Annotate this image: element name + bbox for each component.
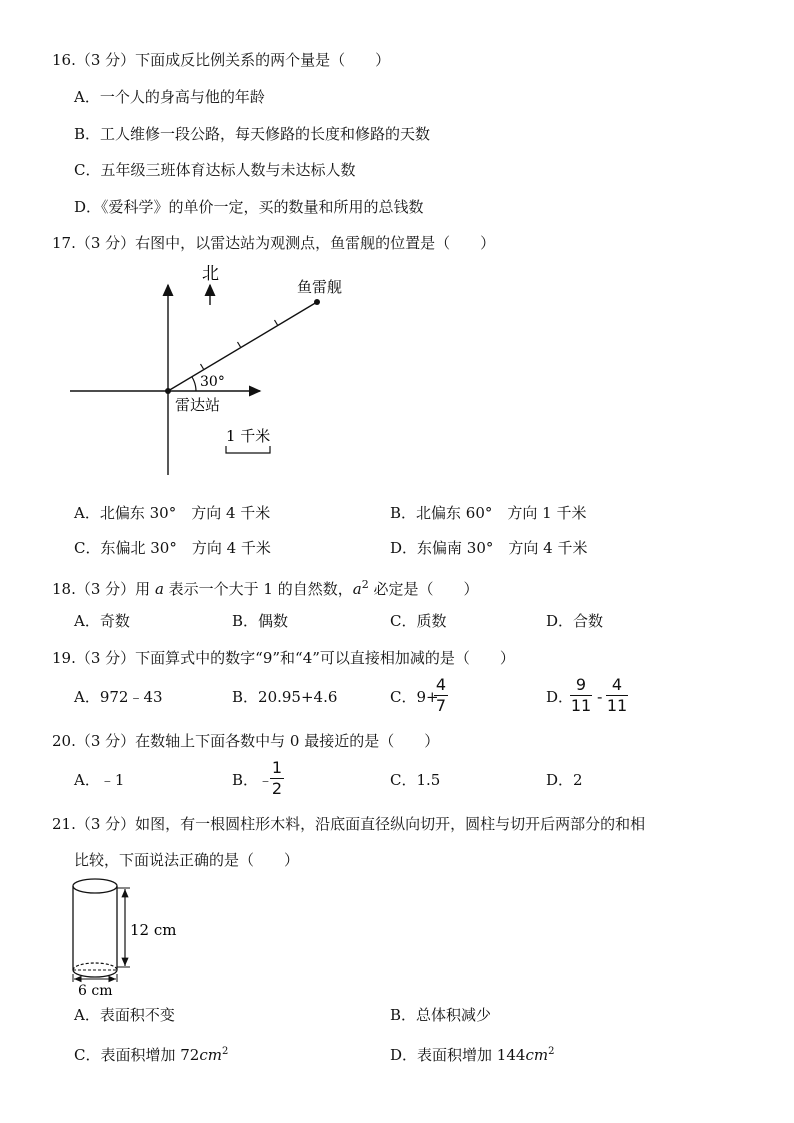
q19-c-num: 4	[435, 675, 447, 694]
ship-point	[314, 299, 320, 305]
q19-option-a[interactable]: A．972﹣43	[74, 688, 163, 706]
q17-option-a[interactable]: A．北偏东 30° 方向 4 千米	[74, 504, 271, 522]
north-label: 北	[202, 265, 219, 284]
q17-option-d[interactable]: D．东偏南 30° 方向 4 千米	[390, 539, 588, 557]
q19-option-d[interactable]: D．	[546, 688, 574, 706]
q16-stem: 16.（3 分）下面成反比例关系的两个量是（ ）	[52, 51, 391, 69]
q18-sq-exp: 2	[361, 578, 369, 591]
q19-stem: 19.（3 分）下面算式中的数字“9”和“4”可以直接相加减的是（ ）	[52, 649, 515, 667]
q20-b-den: 2	[271, 779, 283, 798]
q19-option-b[interactable]: B．20.95+4.6	[232, 688, 338, 706]
q21-option-a[interactable]: A．表面积不变	[74, 1006, 175, 1024]
q16-option-b[interactable]: B．工人维修一段公路，每天修路的长度和修路的天数	[74, 125, 431, 143]
station-point	[165, 388, 171, 394]
tick-mark	[275, 320, 278, 325]
q21-stem-line2: 比较，下面说法正确的是（ ）	[74, 851, 300, 869]
q19-c-fraction	[434, 676, 448, 715]
scale-label: 1 千米	[226, 427, 271, 445]
q18-var: a	[154, 580, 164, 598]
q19-d-operator: -	[597, 688, 603, 706]
q18-stem-pre: 18.（3 分）用	[52, 580, 155, 598]
q21-option-b[interactable]: B．总体积减少	[390, 1006, 492, 1024]
q19-d-fraction-1	[570, 676, 592, 715]
q18-option-b[interactable]: B．偶数	[232, 612, 289, 630]
bearing-line	[168, 302, 317, 391]
q21-d-exp: 2	[548, 1046, 555, 1057]
q21-stem-line1: 21.（3 分）如图，有一根圆柱形木料，沿底面直径纵向切开，圆柱与切开后两部分的和相	[52, 815, 646, 833]
q20-stem: 20.（3 分）在数轴上下面各数中与 0 最接近的是（ ）	[52, 732, 440, 750]
q21-c-unit: cm	[199, 1046, 222, 1064]
q21-d-text: D．表面积增加 144	[390, 1046, 526, 1064]
q21-cylinder-figure	[62, 874, 202, 999]
q19-d-num2: 4	[611, 675, 623, 694]
q19-c-den: 7	[435, 696, 447, 715]
q16-option-d[interactable]: D．《爱科学》的单价一定，买的数量和所用的总钱数	[74, 198, 424, 216]
cylinder-bottom-back	[73, 963, 117, 970]
cylinder-top	[73, 879, 117, 893]
tick-mark	[238, 342, 241, 347]
q20-option-d[interactable]: D．2	[546, 771, 583, 789]
q18-option-d[interactable]: D．合数	[546, 612, 604, 630]
q18-option-c[interactable]: C．质数	[390, 612, 447, 630]
q17-option-b[interactable]: B．北偏东 60° 方向 1 千米	[390, 504, 587, 522]
q20-option-a[interactable]: A．﹣1	[74, 771, 125, 789]
q20-option-b[interactable]: B．﹣	[232, 771, 274, 789]
q19-d-den2: 11	[606, 696, 628, 715]
q19-d-den1: 11	[570, 696, 592, 715]
cylinder-bottom-front	[73, 970, 117, 977]
q20-b-fraction	[270, 759, 284, 798]
q19-option-c[interactable]: C．9+	[390, 688, 439, 706]
q18-sq-var: a	[352, 580, 362, 598]
angle-arc	[192, 377, 196, 391]
scale-bar	[226, 446, 270, 453]
height-label: 12 cm	[130, 921, 177, 939]
q21-option-d[interactable]	[390, 1042, 554, 1065]
q20-option-c[interactable]: C．1.5	[390, 771, 441, 789]
q19-d-fraction-2	[606, 676, 628, 715]
ship-label: 鱼雷舰	[297, 278, 343, 296]
q21-d-unit: cm	[525, 1046, 549, 1064]
q16-option-a[interactable]: A．一个人的身高与他的年龄	[74, 88, 265, 106]
q17-stem: 17.（3 分）右图中，以雷达站为观测点，鱼雷舰的位置是（ ）	[52, 234, 496, 252]
q19-d-num1: 9	[575, 675, 587, 694]
q21-c-text: C．表面积增加 72	[74, 1046, 200, 1064]
q16-option-c[interactable]: C．五年级三班体育达标人数与未达标人数	[74, 161, 356, 179]
q17-radar-figure	[60, 265, 380, 480]
q18-stem	[52, 575, 478, 599]
station-label: 雷达站	[175, 396, 221, 414]
q18-stem-mid: 表示一个大于 1 的自然数，	[163, 580, 353, 598]
q18-option-a[interactable]: A．奇数	[74, 612, 130, 630]
tick-mark	[201, 364, 204, 369]
diameter-label: 6 cm	[78, 983, 113, 999]
q21-option-c[interactable]	[74, 1042, 228, 1065]
q20-b-num: 1	[271, 758, 283, 777]
angle-label: 30°	[200, 374, 225, 390]
q18-stem-post: 必定是（ ）	[368, 580, 479, 598]
q21-c-exp: 2	[221, 1046, 229, 1057]
q17-option-c[interactable]: C．东偏北 30° 方向 4 千米	[74, 539, 271, 557]
